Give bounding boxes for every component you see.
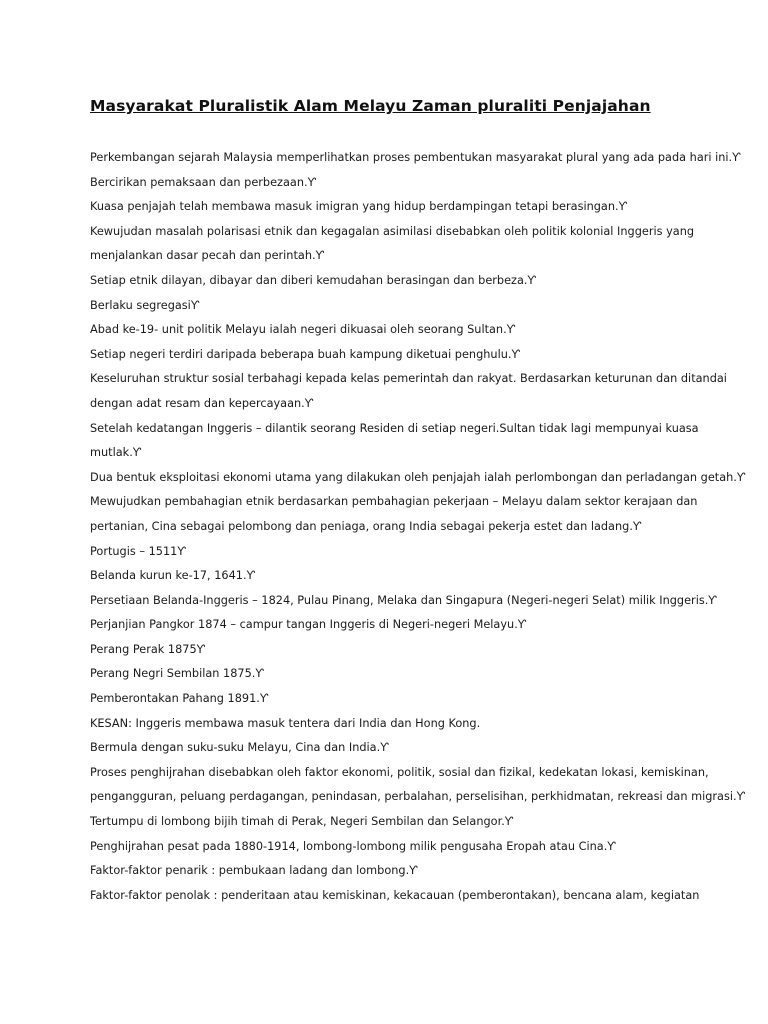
document-title: Masyarakat Pluralistik Alam Melayu Zaman pluraliti Penjajahan xyxy=(90,97,651,115)
text-line: Keseluruhan struktur sosial terbahagi kepada kelas pemerintah dan rakyat. Berdasarkan keturunan dan ditandai xyxy=(90,372,727,386)
text-line: Kewujudan masalah polarisasi etnik dan kegagalan asimilasi disebabkan oleh politik kolonial Inggeris yang xyxy=(90,224,695,238)
text-line: Portugis – 1511Ƴ xyxy=(90,544,186,558)
text-line: Mewujudkan pembahagian etnik berdasarkan pembahagian pekerjaan – Melayu dalam sektor kerajaan dan xyxy=(90,495,698,509)
text-line: Perang Perak 1875Ƴ xyxy=(90,642,206,656)
text-line: Perkembangan sejarah Malaysia memperlihatkan proses pembentukan masyarakat plural yang ada pada hari ini.Ƴ xyxy=(90,151,741,164)
text-line: dengan adat resam dan kepercayaan.Ƴ xyxy=(90,396,314,410)
text-line: Tertumpu di lombong bijih timah di Perak, Negeri Sembilan dan Selangor.Ƴ xyxy=(90,815,514,829)
text-line: Setiap etnik dilayan, dibayar dan diberi kemudahan berasingan dan berbeza.Ƴ xyxy=(90,273,536,287)
text-line: Penghijrahan pesat pada 1880-1914, lombong-lombong milik pengusaha Eropah atau Cina.Ƴ xyxy=(90,839,616,853)
document-body xyxy=(90,146,746,908)
text-line: Proses penghijrahan disebabkan oleh faktor ekonomi, politik, sosial dan fizikal, kedekatan lokasi, kemiskinan, xyxy=(90,765,709,779)
text-line: Perang Negri Sembilan 1875.Ƴ xyxy=(90,667,264,681)
text-line: KESAN: Inggeris membawa masuk tentera dari India dan Hong Kong. xyxy=(90,716,481,730)
text-line: Perjanjian Pangkor 1874 – campur tangan Inggeris di Negeri-negeri Melayu.Ƴ xyxy=(90,618,527,632)
text-line: Belanda kurun ke-17, 1641.Ƴ xyxy=(90,569,255,583)
text-line: Kuasa penjajah telah membawa masuk imigran yang hidup berdampingan tetapi berasingan.Ƴ xyxy=(90,200,628,214)
text-line: Setelah kedatangan Inggeris – dilantik seorang Residen di setiap negeri.Sultan tidak lagi mempunyai kuasa xyxy=(90,421,699,435)
text-line: Bermula dengan suku-suku Melayu, Cina dan India.Ƴ xyxy=(90,741,389,755)
text-line: pengangguran, peluang perdagangan, penindasan, perbalahan, perselisihan, perkhidmatan, rekreasi dan migrasi.Ƴ xyxy=(90,790,745,804)
text-line: Pemberontakan Pahang 1891.Ƴ xyxy=(90,692,269,706)
text-line: pertanian, Cina sebagai pelombong dan peniaga, orang India sebagai pekerja estet dan ladang.Ƴ xyxy=(90,519,642,533)
text-line: mutlak.Ƴ xyxy=(90,446,142,460)
text-line: Faktor-faktor penolak : penderitaan atau kemiskinan, kekacauan (pemberontakan), bencana alam, kegiatan xyxy=(90,888,700,902)
text-line: Setiap negeri terdiri daripada beberapa buah kampung diketuai penghulu.Ƴ xyxy=(90,347,520,361)
text-line: Persetiaan Belanda-Inggeris – 1824, Pulau Pinang, Melaka dan Singapura (Negeri-negeri Selat) milik Inggeris.Ƴ xyxy=(90,593,717,607)
text-line: Abad ke-19- unit politik Melayu ialah negeri dikuasai oleh seorang Sultan.Ƴ xyxy=(90,323,516,337)
text-line: Faktor-faktor penarik : pembukaan ladang dan lombong.Ƴ xyxy=(90,864,418,878)
text-line: Berlaku segregasiƳ xyxy=(90,298,200,312)
text-line: menjalankan dasar pecah dan perintah.Ƴ xyxy=(90,249,324,263)
text-line: Bercirikan pemaksaan dan perbezaan.Ƴ xyxy=(90,175,316,189)
text-line: Dua bentuk eksploitasi ekonomi utama yang dilakukan oleh penjajah ialah perlombongan dan perladangan getah.Ƴ xyxy=(90,470,746,484)
